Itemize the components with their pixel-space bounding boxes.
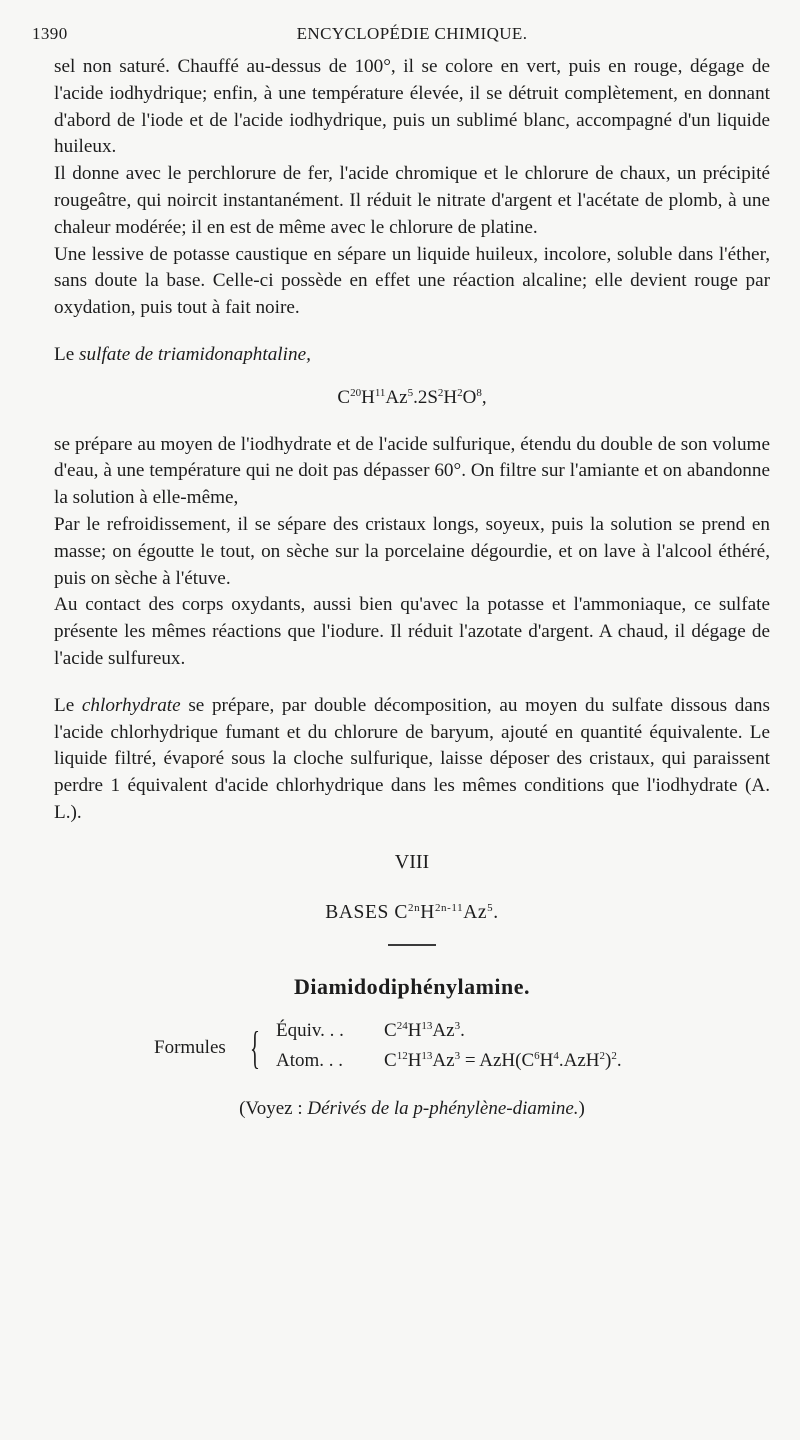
paragraph-5: se prépare au moyen de l'iodhydrate et de l'acide sulfurique, étendu du double de son volume d'eau, à une température qui ne doit pas dépasser 60°. On filtre sur l'amiante et on abandonne la solution à elle-même, [54, 433, 770, 509]
running-title: ENCYCLOPÉDIE CHIMIQUE. [296, 24, 528, 43]
paragraph-2: Il donne avec le perchlorure de fer, l'acide chromique et le chlorure de chaux, un précipité rougeâtre, qui noircit instantanément. Il réduit le nitrate d'argent et l'acétate de plomb, à une chaleur modérée; il en est de même avec le chlorure de platine. [54, 163, 770, 238]
paragraph-4: Le sulfate de triamidonaphtaline, [54, 343, 311, 365]
atom-formula-row: Atom. . . $C^{12}H^{13}Az^3 = AzH(C^6H^4.AzH^2)^2$. [276, 1049, 622, 1071]
paragraph-6: Par le refroidissement, il se sépare des cristaux longs, soyeux, puis la solution se prend en masse; on égoutte le tout, on sèche sur la porcelaine dégourdie, et on lave à l'alcool éthéré, puis on sèche à l'étuve. [54, 513, 770, 589]
paragraph-3: Une lessive de potasse caustique en sépare un liquide huileux, incolore, soluble dans l'éther, sans doute la base. Celle-ci possède en effet une réaction alcaline; elle devient rouge par oxydation, puis tout à fait noire. [54, 243, 770, 319]
sulfate-formula: $C^{20}H^{11}Az^5.2S^2H^2O^8$, [337, 386, 487, 408]
atom-label: Atom. . . [276, 1049, 344, 1071]
formulas-block [54, 1020, 770, 1082]
compound-title: Diamidodiphénylamine. [293, 973, 531, 999]
running-head [32, 24, 770, 54]
paragraph-8: Le chlorhydrate se prépare, par double décomposition, au moyen du sulfate dissous dans l'acide chlorhydrique fumant et du chlorure de baryum, ajouté en quantité équivalente. Le liquide filtré, évaporé sous la cloche sulfurique, laisse déposer des cristaux, qui paraissent perdre 1 équivalent d'acide chlorhydrique dans les mêmes conditions que l'iodhydrate (A. L.). [54, 694, 770, 823]
equiv-formula-row: Équiv. . . $C^{24}H^{13}Az^3$. [276, 1019, 465, 1041]
section-title: BASES $C^{2n}H^{2n-11}Az^5$. [325, 901, 499, 923]
formulas-label: Formules [154, 1036, 226, 1058]
sulfate-term: sulfate de triamidonaphtaline, [79, 343, 311, 365]
equiv-label: Équiv. . . [276, 1019, 344, 1041]
paragraph-7: Au contact des corps oxydants, aussi bien qu'avec la potasse et l'ammoniaque, ce sulfate présente les mêmes réactions que l'iodure. Il réduit l'azotate d'argent. A chaud, il dégage de l'acide sulfureux. [54, 594, 770, 669]
paragraph-1: sel non saturé. Chauffé au-dessus de 100°, il se colore en vert, puis en rouge, dégage de l'acide iodhydrique; enfin, à une température élevée, il se détruit complètement, en donnant d'abord de l'iode et de l'acide iodhydrique, puis un sublimé blanc, accompagné d'un liquide huileux. [54, 56, 770, 158]
cross-reference: (Voyez : Dérivés de la p-phénylène-diamine.) [239, 1097, 585, 1119]
section-rule [388, 944, 436, 946]
section-number: VIII [394, 850, 430, 873]
cross-reference-title: Dérivés de la p-phénylène-diamine. [307, 1097, 579, 1119]
body-text [54, 54, 770, 827]
brace-glyph: { [250, 1021, 260, 1073]
page-number: 1390 [32, 24, 68, 43]
chlorhydrate-term: chlorhydrate [81, 694, 181, 716]
